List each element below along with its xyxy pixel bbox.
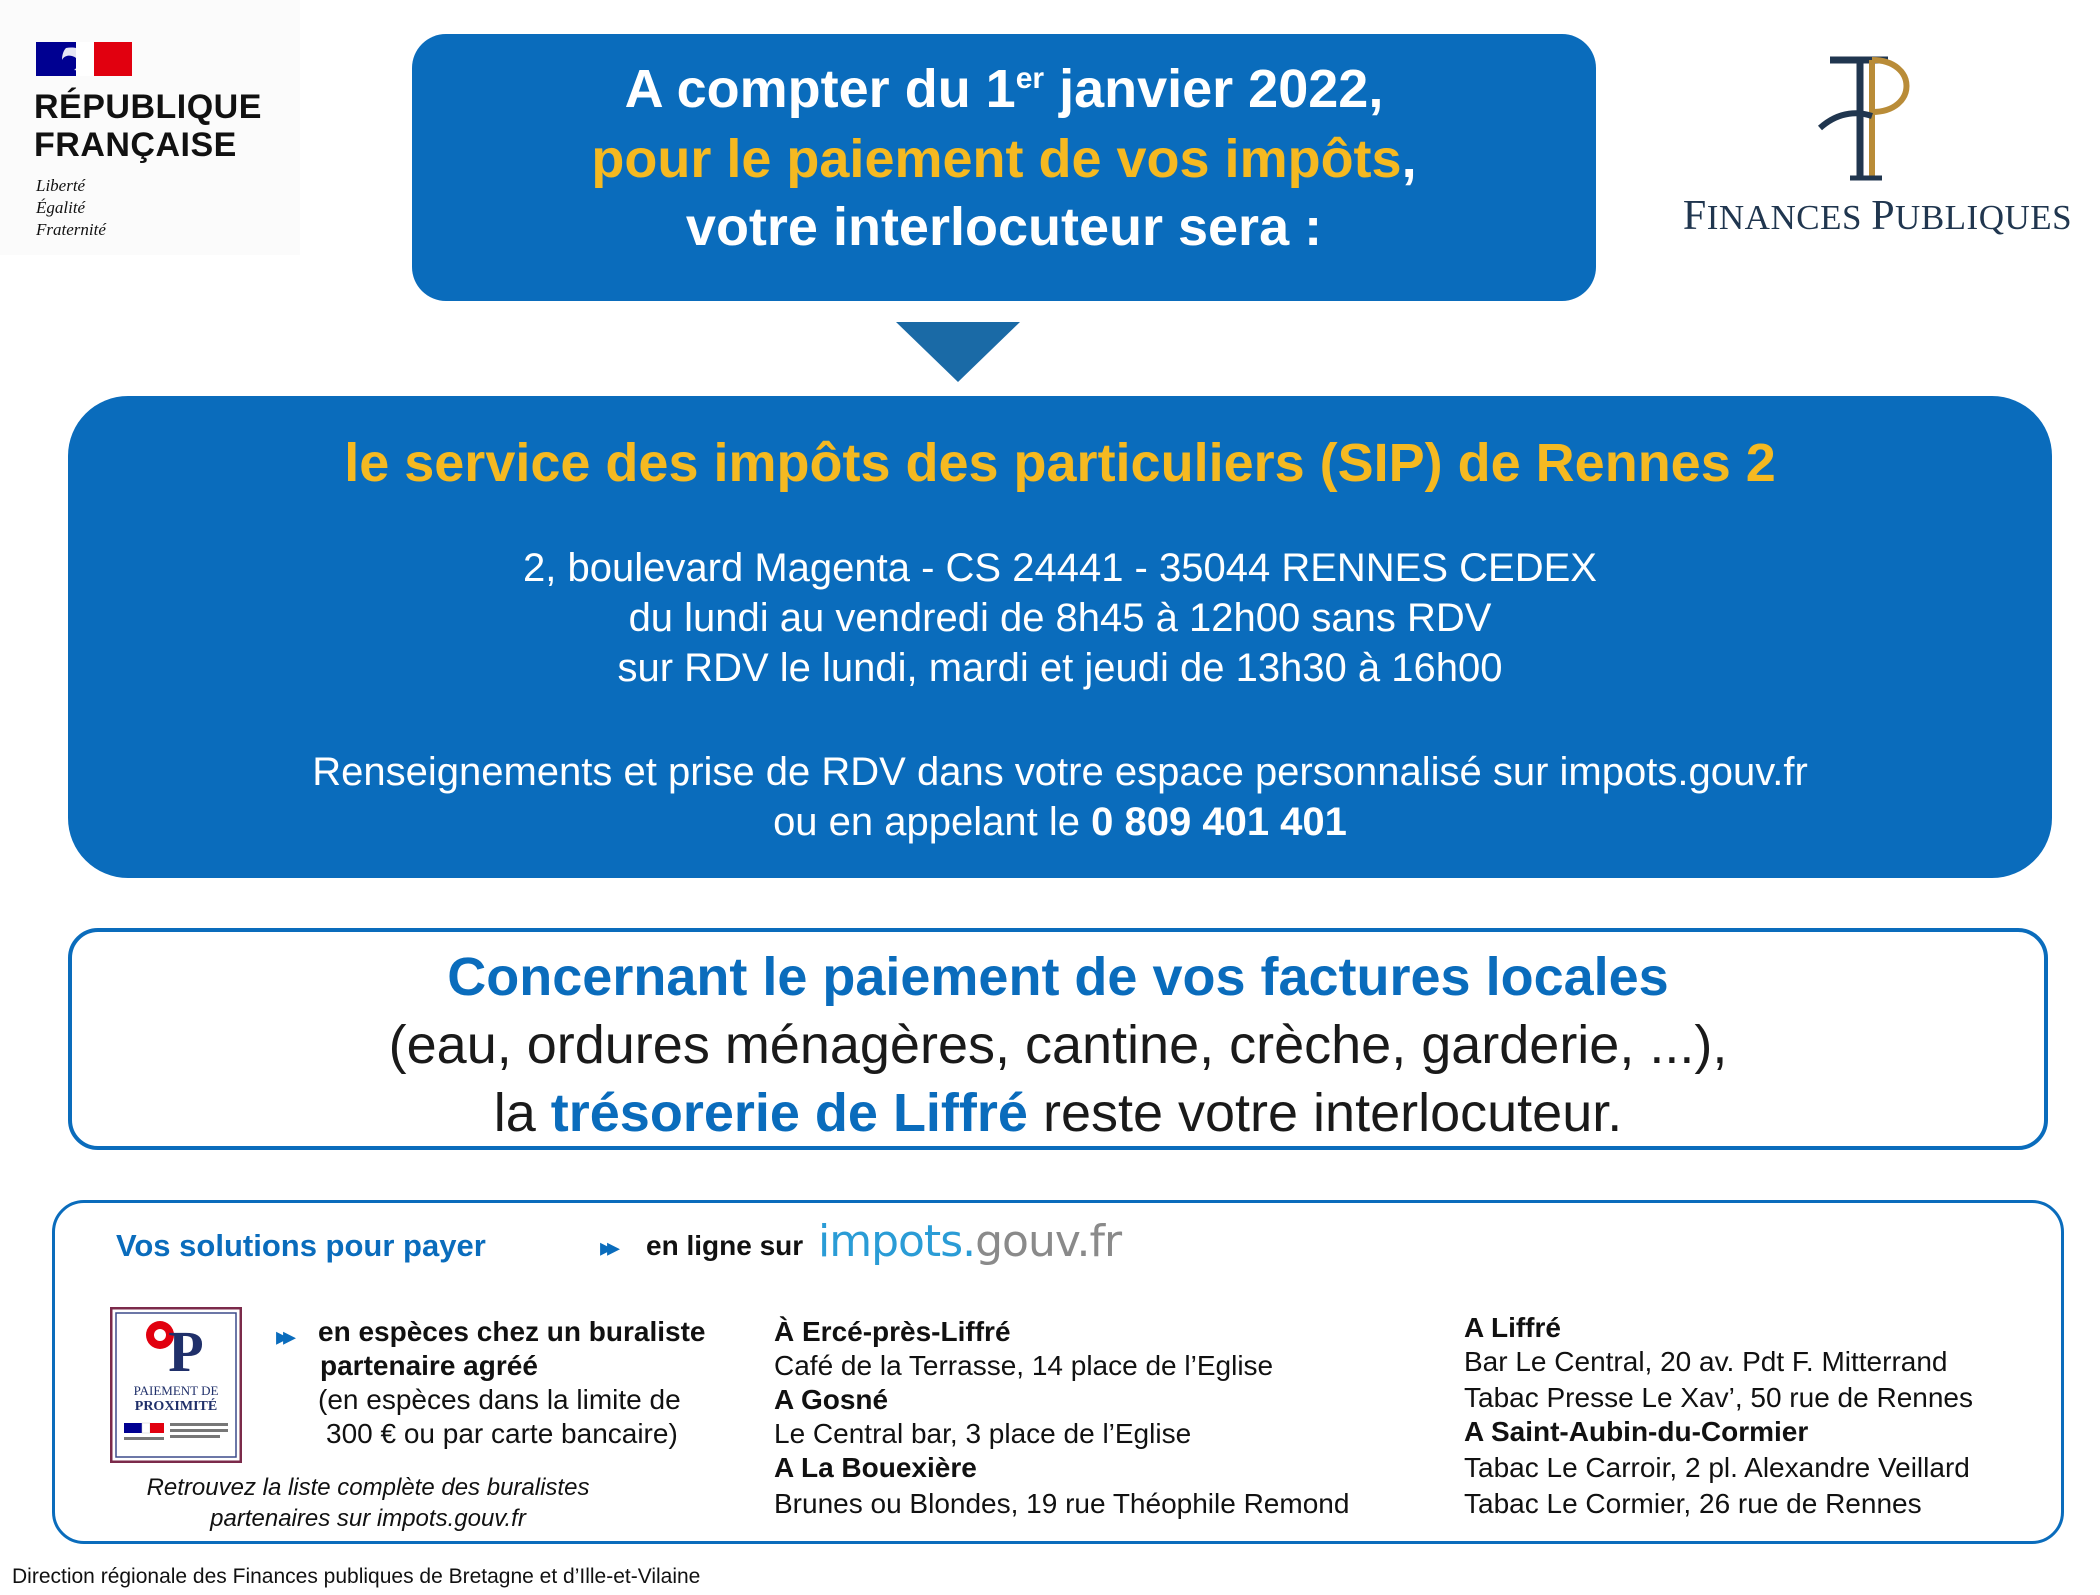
footnote-line-1: Retrouvez la liste complète des buralistes <box>146 1474 590 1501</box>
sip-phone-prefix: ou en appelant le <box>773 800 1092 844</box>
header-line-1-a: A compter du 1 <box>624 59 1016 119</box>
town-saint-aubin-du-cormier: A Saint-Aubin-du-Cormier <box>1464 1416 1809 1447</box>
town-liffre: A Liffré <box>1464 1312 1561 1343</box>
online-label: en ligne sur <box>646 1230 804 1261</box>
factures-line-3-b: reste votre interlocuteur. <box>1027 1083 1623 1143</box>
footer-direction-regionale: Direction régionale des Finances publiques de Bretagne et d’Ille-et-Vilaine <box>12 1565 701 1588</box>
factures-tresorerie-highlight: trésorerie de Liffré <box>550 1083 1028 1143</box>
cash-line-3: (en espèces dans la limite de <box>318 1384 681 1415</box>
sip-title: le service des impôts des particuliers (SIP) de Rennes 2 <box>344 433 1776 493</box>
place-bar-le-central: Bar Le Central, 20 av. Pdt F. Mitterrand <box>1464 1346 1948 1377</box>
factures-line-3 <box>72 1082 2044 1144</box>
chevron-right-double-icon: ▸▸ <box>276 1322 291 1352</box>
pp-badge-letter: P <box>168 1319 204 1384</box>
place-brunes-ou-blondes: Brunes ou Blondes, 19 rue Théophile Remond <box>774 1488 1350 1519</box>
rf-motto-egalite: Égalité <box>36 198 86 217</box>
header-line-1-sup: er <box>1015 62 1045 95</box>
sip-info-box <box>68 396 2052 878</box>
town-la-bouexiere: A La Bouexière <box>774 1452 977 1483</box>
place-tabac-le-cormier: Tabac Le Cormier, 26 rue de Rennes <box>1464 1488 1922 1519</box>
footnote-line-2: partenaires sur impots.gouv.fr <box>210 1505 526 1532</box>
factures-locales-box <box>68 928 2048 1150</box>
finances-publiques-wordmark <box>1680 192 2075 240</box>
sip-hours-no-appointment: du lundi au vendredi de 8h45 à 12h00 sans RDV <box>628 596 1492 640</box>
header-line-2-highlight: pour le paiement de vos impôts <box>591 129 1402 189</box>
sip-hours-appointment: sur RDV le lundi, mardi et jeudi de 13h30 à 16h00 <box>617 646 1503 690</box>
town-erce-pres-liffre: À Ercé-près-Liffré <box>774 1316 1011 1347</box>
factures-line-3-a: la <box>493 1083 551 1143</box>
place-cafe-terrasse: Café de la Terrasse, 14 place de l’Eglise <box>774 1350 1274 1381</box>
impots-gouv-brand[interactable] <box>818 1216 1121 1267</box>
fp-text-ubliques: UBLIQUES <box>1895 198 2073 237</box>
down-arrow-icon <box>896 322 1020 382</box>
impots-gouv-brand-b: gouv.fr <box>975 1216 1122 1267</box>
factures-examples: (eau, ordures ménagères, cantine, crèche, garderie, ...), <box>388 1015 1728 1075</box>
sip-phone-number: 0 809 401 401 <box>1091 800 1347 844</box>
rf-title-line2: FRANÇAISE <box>34 126 237 164</box>
sip-address: 2, boulevard Magenta - CS 24441 - 35044 RENNES CEDEX <box>523 546 1597 590</box>
rf-motto-liberte: Liberté <box>36 176 86 195</box>
sip-phone-line <box>68 800 2052 845</box>
rf-title-line1: RÉPUBLIQUE <box>34 88 262 126</box>
rf-motto-fraternite: Fraternité <box>36 220 106 239</box>
place-tabac-le-carroir: Tabac Le Carroir, 2 pl. Alexandre Veillard <box>1464 1452 1970 1483</box>
header-line-3: votre interlocuteur sera : <box>685 197 1323 257</box>
finances-publiques-fp-mark-icon <box>1810 50 1920 185</box>
place-central-bar: Le Central bar, 3 place de l’Eglise <box>774 1418 1192 1449</box>
cash-line-2: partenaire agréé <box>320 1350 538 1381</box>
fp-text-f: F <box>1682 193 1707 239</box>
header-line-1-b: janvier 2022, <box>1044 59 1384 119</box>
republique-francaise-logo <box>0 0 300 255</box>
header-line-2-comma: , <box>1401 129 1417 189</box>
marianne-flag-icon <box>36 42 132 76</box>
impots-gouv-brand-a: impots. <box>818 1216 976 1267</box>
header-announcement-box <box>412 34 1596 301</box>
header-line-1 <box>412 58 1596 120</box>
sip-info-line: Renseignements et prise de RDV dans votre espace personnalisé sur impots.gouv.fr <box>312 750 1808 794</box>
factures-title: Concernant le paiement de vos factures locales <box>447 947 1669 1007</box>
cash-line-4: 300 € ou par carte bancaire) <box>326 1418 678 1449</box>
town-gosne: A Gosné <box>774 1384 889 1415</box>
place-tabac-presse-le-xav: Tabac Presse Le Xav’, 50 rue de Rennes <box>1464 1382 1973 1413</box>
cash-line-1: en espèces chez un buraliste <box>318 1316 706 1347</box>
paiement-proximite-logo-icon <box>110 1307 242 1463</box>
chevron-right-double-icon: ▸▸ <box>600 1233 615 1263</box>
header-line-2 <box>412 128 1596 190</box>
fp-text-p: P <box>1871 193 1896 239</box>
payment-heading: Vos solutions pour payer <box>116 1228 486 1263</box>
pp-badge-line1: PAIEMENT DE <box>133 1383 219 1398</box>
pp-badge-line2: PROXIMITÉ <box>134 1399 218 1414</box>
fp-text-inances: INANCES <box>1706 198 1872 237</box>
